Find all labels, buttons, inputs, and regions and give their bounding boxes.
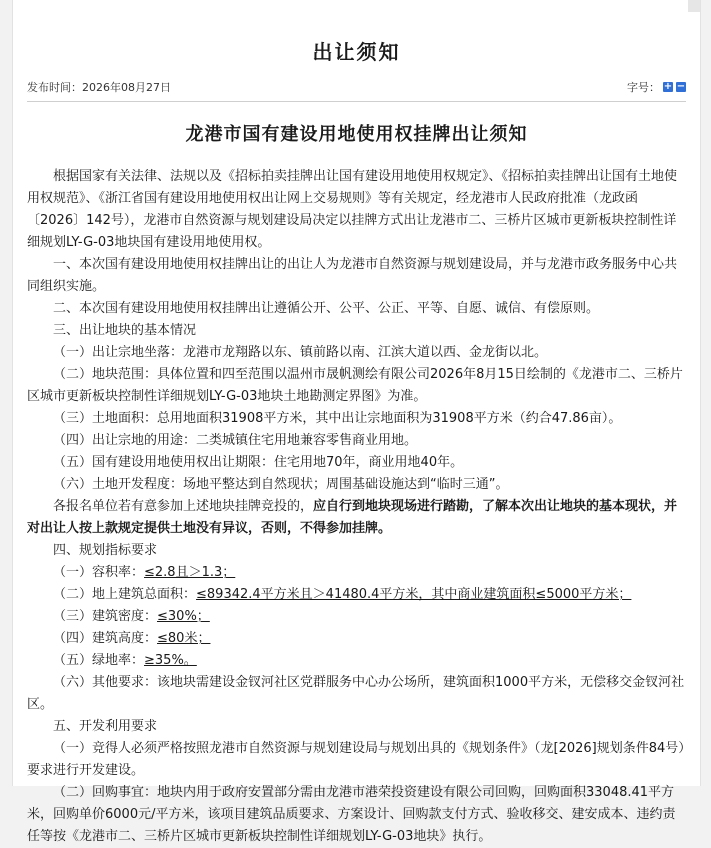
item-buyback: （二）回购事宜：地块内用于政府安置部分需由龙港市港荣投资建设有限公司回购，回购面积33048.41平方米，回购单价6000元/平方米，该项目建筑品质要求、方案设计、回购款支付方式、验收移交、建安成本、违约责任等按《龙港市二、三桥片区城市更新板块控制性详细规划LY-G-03地块》执行。 bbox=[27, 785, 676, 844]
notice-bold: 应自行到地块现场进行踏勘，了解本次出让地块的基本现状，并对出让人按上款规定提供土地没有异议，否则，不得参加挂牌。 bbox=[27, 499, 678, 536]
item-other: （六）其他要求：该地块需建设金钗河社区党群服务中心办公场所，建筑面积1000平方米，无偿移交金钗河社区。 bbox=[27, 675, 685, 712]
item-planning: （一）竞得人必须严格按照龙港市自然资源与规划建设局与规划出具的《规划条件》（龙[2026]规划条件84号）要求进行开发建设。 bbox=[27, 741, 685, 778]
paragraph-1: 一、本次国有建设用地使用权挂牌出让的出让人为龙港市自然资源与规划建设局，并与龙港市政务服务中心共同组织实施。 bbox=[27, 257, 678, 294]
font-size-control bbox=[627, 79, 686, 95]
green-label: （五）绿地率： bbox=[53, 653, 145, 668]
publish-time bbox=[27, 79, 171, 95]
item-density bbox=[27, 606, 686, 628]
font-decrease-button[interactable]: − bbox=[676, 81, 686, 92]
item-range: （二）地块范围：具体位置和四至范围以温州市晟帆测绘有限公司2026年8月15日绘制的《龙港市二、三桥片区城市更新板块控制性详细规划LY-G-03地块土地勘测定界图》为准。 bbox=[27, 367, 683, 404]
font-size-label: 字号： bbox=[627, 81, 660, 94]
item-height bbox=[27, 628, 686, 650]
paragraph-notice bbox=[27, 496, 686, 540]
document-body bbox=[13, 166, 700, 848]
document-sheet bbox=[12, 0, 701, 844]
section-3-heading: 三、出让地块的基本情况 bbox=[53, 323, 197, 338]
item-location: （一）出让宗地坐落：龙港市龙翔路以东、镇前路以南、江滨大道以西、金龙街以北。 bbox=[53, 345, 548, 360]
floor-area-label: （二）地上建筑总面积： bbox=[53, 587, 197, 602]
density-value: ≤30%； bbox=[157, 609, 210, 624]
height-label: （四）建筑高度： bbox=[53, 631, 158, 646]
document-title: 龙港市国有建设用地使用权挂牌出让须知 bbox=[185, 124, 528, 145]
notice-text: 各报名单位若有意参加上述地块挂牌竞投的， bbox=[53, 499, 314, 514]
density-label: （三）建筑密度： bbox=[53, 609, 158, 624]
font-increase-button[interactable]: + bbox=[663, 81, 673, 92]
far-value: ≤2.8且＞1.3； bbox=[144, 565, 236, 580]
section-4-heading: 四、规划指标要求 bbox=[53, 543, 158, 558]
green-value: ≥35%。 bbox=[144, 653, 197, 668]
scrollbar-corner[interactable] bbox=[688, 0, 700, 12]
publish-date: 2026年08月27日 bbox=[82, 81, 171, 94]
page-title: 出让须知 bbox=[312, 40, 401, 64]
paragraph-2: 二、本次国有建设用地使用权挂牌出让遵循公开、公平、公正、平等、自愿、诚信、有偿原则。 bbox=[53, 301, 600, 316]
height-value: ≤80米； bbox=[157, 631, 211, 646]
item-usage: （四）出让宗地的用途：二类城镇住宅用地兼容零售商业用地。 bbox=[53, 433, 418, 448]
publish-label: 发布时间： bbox=[27, 81, 82, 94]
item-far bbox=[27, 562, 686, 584]
item-area: （三）土地面积：总用地面积31908平方米，其中出让宗地面积为31908平方米（约合47.86亩）。 bbox=[53, 411, 622, 426]
item-development: （六）土地开发程度：场地平整达到自然现状；周围基础设施达到“临时三通”。 bbox=[53, 477, 509, 492]
meta-row bbox=[27, 79, 686, 102]
section-5-heading: 五、开发利用要求 bbox=[53, 719, 158, 734]
item-floor-area bbox=[27, 584, 686, 606]
item-green bbox=[27, 650, 686, 672]
paragraph-intro: 根据国家有关法律、法规以及《招标拍卖挂牌出让国有建设用地使用权规定》、《招标拍卖挂牌出让国有土地使用权规范》、《浙江省国有建设用地使用权出让网上交易规则》等有关规定，经龙港市人民政府批准（龙政函〔2026〕142号），龙港市自然资源与规划建设局决定以挂牌方式出让龙港市二、三桥片区城市更新板块控制性详细规划LY-G-03地块国有建设用地使用权。 bbox=[27, 169, 678, 250]
far-label: （一）容积率： bbox=[53, 565, 145, 580]
floor-area-value: ≤89342.4平方米且＞41480.4平方米，其中商业建筑面积≤5000平方米； bbox=[196, 587, 632, 602]
item-term: （五）国有建设用地使用权出让期限：住宅用地70年，商业用地40年。 bbox=[53, 455, 464, 470]
